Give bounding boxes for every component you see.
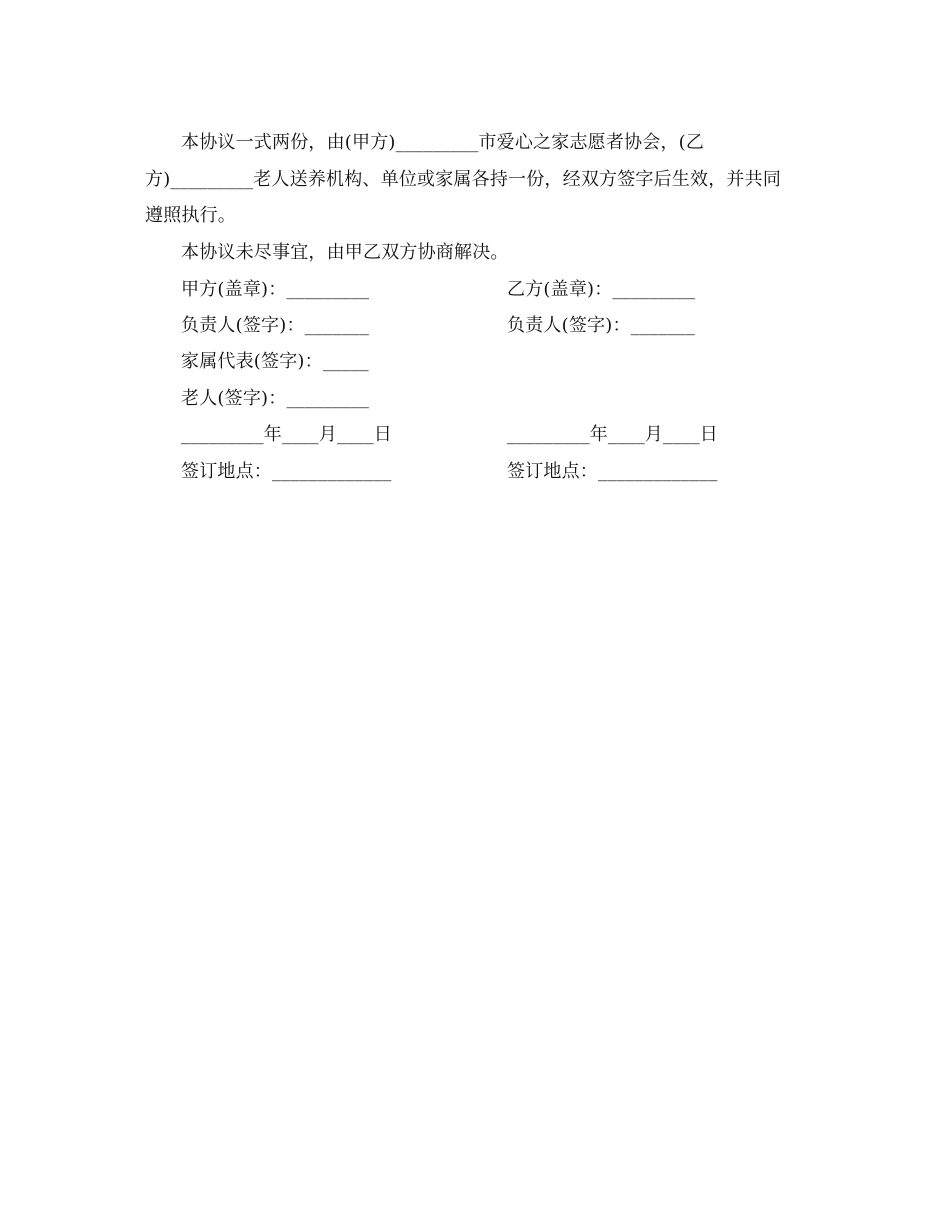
party-b-signing-place-field: 签订地点：_____________ (507, 461, 718, 482)
agreement-copies-paragraph-line-1: 本协议一式两份，由(甲方)_________市爱心之家志愿者协会，(乙 (181, 132, 705, 153)
agreement-copies-paragraph-line-2: 方)_________老人送养机构、单位或家属各持一份，经双方签字后生效，并共同 (145, 169, 782, 190)
party-b-responsible-signature-field: 负责人(签字)：_______ (507, 315, 696, 336)
family-representative-signature-field: 家属代表(签字)：_____ (181, 351, 369, 372)
agreement-copies-paragraph-line-3: 遵照执行。 (145, 205, 236, 226)
party-b-date-field: _________年____月____日 (507, 424, 718, 445)
party-a-date-field: _________年____月____日 (181, 424, 392, 445)
party-a-seal-field: 甲方(盖章)：_________ (181, 279, 370, 300)
party-a-signing-place-field: 签订地点：_____________ (181, 461, 392, 482)
party-a-responsible-signature-field: 负责人(签字)：_______ (181, 315, 370, 336)
party-b-seal-field: 乙方(盖章)：_________ (507, 279, 696, 300)
unresolved-matters-paragraph: 本协议未尽事宜，由甲乙双方协商解决。 (181, 242, 509, 263)
elder-signature-field: 老人(签字)：_________ (181, 388, 370, 409)
